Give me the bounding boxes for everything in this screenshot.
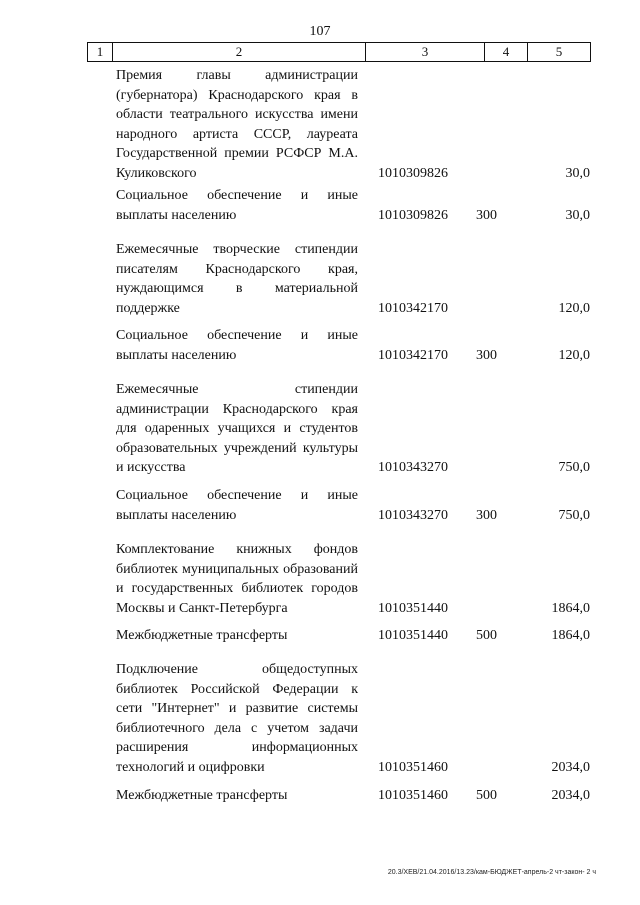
row-type: 500 bbox=[476, 788, 497, 803]
table-row bbox=[116, 660, 590, 777]
table-header bbox=[87, 42, 591, 62]
row-amount: 1864,0 bbox=[551, 628, 590, 643]
row-type: 300 bbox=[476, 507, 497, 523]
row-name: Межбюджетные трансферты bbox=[116, 788, 288, 803]
row-amount: 1864,0 bbox=[551, 600, 590, 616]
row-amount: 30,0 bbox=[565, 165, 590, 181]
row-type: 300 bbox=[476, 207, 497, 223]
table-row bbox=[116, 626, 590, 646]
header-col-2: 2 bbox=[113, 43, 366, 61]
row-code: 1010351440 bbox=[378, 600, 448, 616]
row-code: 1010343270 bbox=[378, 507, 448, 523]
row-code: 1010351440 bbox=[378, 628, 448, 643]
row-code: 1010309826 bbox=[378, 207, 448, 223]
row-code: 1010343270 bbox=[378, 460, 448, 475]
row-amount: 30,0 bbox=[565, 207, 590, 223]
table-row bbox=[116, 786, 590, 806]
row-code: 1010342170 bbox=[378, 300, 448, 316]
table-row bbox=[116, 486, 590, 525]
row-name: Ежемесячные стипендии администрации Краснодарского края для одаренных учащихся и студентов образовательных учреждений культуры и искусства bbox=[116, 382, 358, 475]
row-name: Социальное обеспечение и иные выплаты населению bbox=[116, 488, 358, 523]
table-row bbox=[116, 380, 590, 478]
row-code: 1010351460 bbox=[378, 759, 448, 775]
header-col-4: 4 bbox=[485, 43, 528, 61]
row-name: Социальное обеспечение и иные выплаты населению bbox=[116, 188, 358, 223]
row-code: 1010309826 bbox=[378, 165, 448, 181]
header-col-1: 1 bbox=[88, 43, 113, 61]
row-amount: 2034,0 bbox=[551, 759, 590, 775]
row-amount: 120,0 bbox=[558, 300, 590, 316]
page-number: 107 bbox=[309, 24, 331, 39]
row-name: Премия главы администрации (губернатора) Краснодарского края в области театрального искусства имени народного артиста СССР, лауреата Государственной премии РСФСР М.А. Куликовского bbox=[116, 68, 358, 181]
row-name: Межбюджетные трансферты bbox=[116, 628, 288, 643]
table-row bbox=[116, 186, 590, 225]
row-type: 500 bbox=[476, 628, 497, 643]
row-name: Социальное обеспечение и иные выплаты населению bbox=[116, 328, 358, 363]
header-col-3: 3 bbox=[366, 43, 485, 61]
header-col-5: 5 bbox=[555, 44, 563, 59]
row-name: Подключение общедоступных библиотек Российской Федерации к сети "Интернет" и развитие системы библиотечного дела с учетом задачи расширения информационных технологий и оцифровки bbox=[116, 662, 358, 775]
row-code: 1010342170 bbox=[378, 347, 448, 363]
row-amount: 750,0 bbox=[558, 460, 590, 475]
row-amount: 750,0 bbox=[558, 507, 590, 523]
table-row bbox=[116, 326, 590, 365]
table-row bbox=[116, 240, 590, 318]
row-name: Ежемесячные творческие стипендии писателям Краснодарского края, нуждающимся в материальной поддержке bbox=[116, 242, 358, 316]
table-row bbox=[116, 66, 590, 183]
row-amount: 120,0 bbox=[558, 347, 590, 363]
row-type: 300 bbox=[476, 347, 497, 363]
table-row bbox=[116, 540, 590, 618]
footer-code: 20.3/ХЕВ/21.04.2016/13.23/кам-БЮДЖЕТ-апрель-2 чт-закон- 2 ч bbox=[387, 869, 596, 876]
row-code: 1010351460 bbox=[378, 788, 448, 803]
row-name: Комплектование книжных фондов библиотек муниципальных образований и государственных библиотек городов Москвы и Санкт-Петербурга bbox=[116, 542, 358, 616]
row-amount: 2034,0 bbox=[551, 788, 590, 803]
